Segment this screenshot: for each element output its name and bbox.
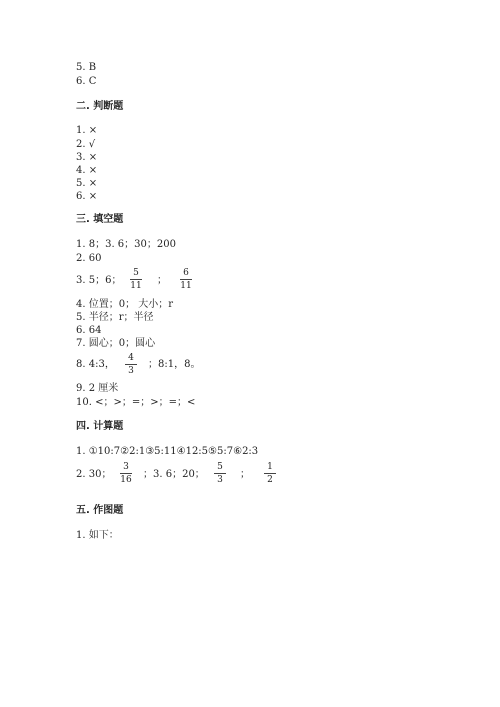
fraction-numerator: 4 <box>128 353 134 363</box>
section-title-fill-in: 三. 填空题 <box>76 214 124 225</box>
fill-answer-1: 1. 8；3. 6；30；200 <box>76 239 176 250</box>
fraction-numerator: 5 <box>217 462 223 472</box>
fill-answer-3-sep: ； <box>157 275 167 286</box>
drawing-answer-1: 1. 如下： <box>76 530 119 541</box>
fraction-bar <box>120 473 132 474</box>
fraction-bar <box>180 279 192 280</box>
fraction-bar <box>130 279 142 280</box>
answer-6: 6. C <box>76 76 97 87</box>
section-title-drawing: 五. 作图题 <box>76 505 124 516</box>
fraction-bar <box>125 364 137 365</box>
fraction-denominator: 3 <box>217 475 223 485</box>
fraction-5-3 <box>212 462 228 485</box>
fraction-bar <box>214 473 226 474</box>
judge-answer-5: 5. × <box>76 178 98 189</box>
fill-answer-8-suffix: ；8:1，8。 <box>148 359 201 370</box>
section-title-judgement: 二. 判断题 <box>76 101 124 112</box>
fraction-denominator: 3 <box>128 366 134 376</box>
judge-answer-1: 1. × <box>76 125 98 136</box>
fraction-4-3 <box>123 353 139 376</box>
fill-answer-6: 6. 64 <box>76 325 102 336</box>
calc-answer-1: 1. ①10:7②2:1③5:11④12:5⑤5:7⑥2:3 <box>76 446 259 457</box>
section-title-calculation: 四. 计算题 <box>76 421 124 432</box>
answer-5: 5. B <box>76 62 97 73</box>
fraction-3-16 <box>118 462 134 485</box>
fraction-numerator: 1 <box>267 462 273 472</box>
fill-answer-4: 4. 位置；0； 大小；r <box>76 299 174 310</box>
judge-answer-3: 3. × <box>76 152 98 163</box>
calc-answer-2-mid: ；3. 6；20； <box>143 469 205 480</box>
fill-answer-8-prefix: 8. 4:3， <box>76 359 115 370</box>
fill-answer-2: 2. 60 <box>76 253 102 264</box>
fraction-5-11 <box>128 268 144 291</box>
fraction-denominator: 2 <box>267 475 273 485</box>
judge-answer-4: 4. × <box>76 165 98 176</box>
fraction-numerator: 6 <box>183 268 189 278</box>
fraction-denominator: 11 <box>130 281 142 291</box>
fill-answer-7: 7. 圆心；0；圆心 <box>76 338 156 349</box>
fill-answer-3-prefix: 3. 5；6； <box>76 275 122 286</box>
fill-answer-10: 10. <；>；=；>；=；< <box>76 397 196 408</box>
judge-answer-6: 6. × <box>76 191 98 202</box>
fraction-numerator: 5 <box>133 268 139 278</box>
judge-answer-2: 2. √ <box>76 139 96 150</box>
fraction-numerator: 3 <box>123 462 129 472</box>
calc-answer-2-sep: ； <box>240 469 250 480</box>
fraction-bar <box>264 473 276 474</box>
fraction-denominator: 11 <box>180 281 192 291</box>
fill-answer-5: 5. 半径；r；半径 <box>76 312 154 323</box>
fraction-denominator: 16 <box>120 475 132 485</box>
fraction-1-2 <box>262 462 278 485</box>
fill-answer-9: 9. 2 厘米 <box>76 383 119 394</box>
calc-answer-2-prefix: 2. 30； <box>76 469 112 480</box>
fraction-6-11 <box>178 268 194 291</box>
